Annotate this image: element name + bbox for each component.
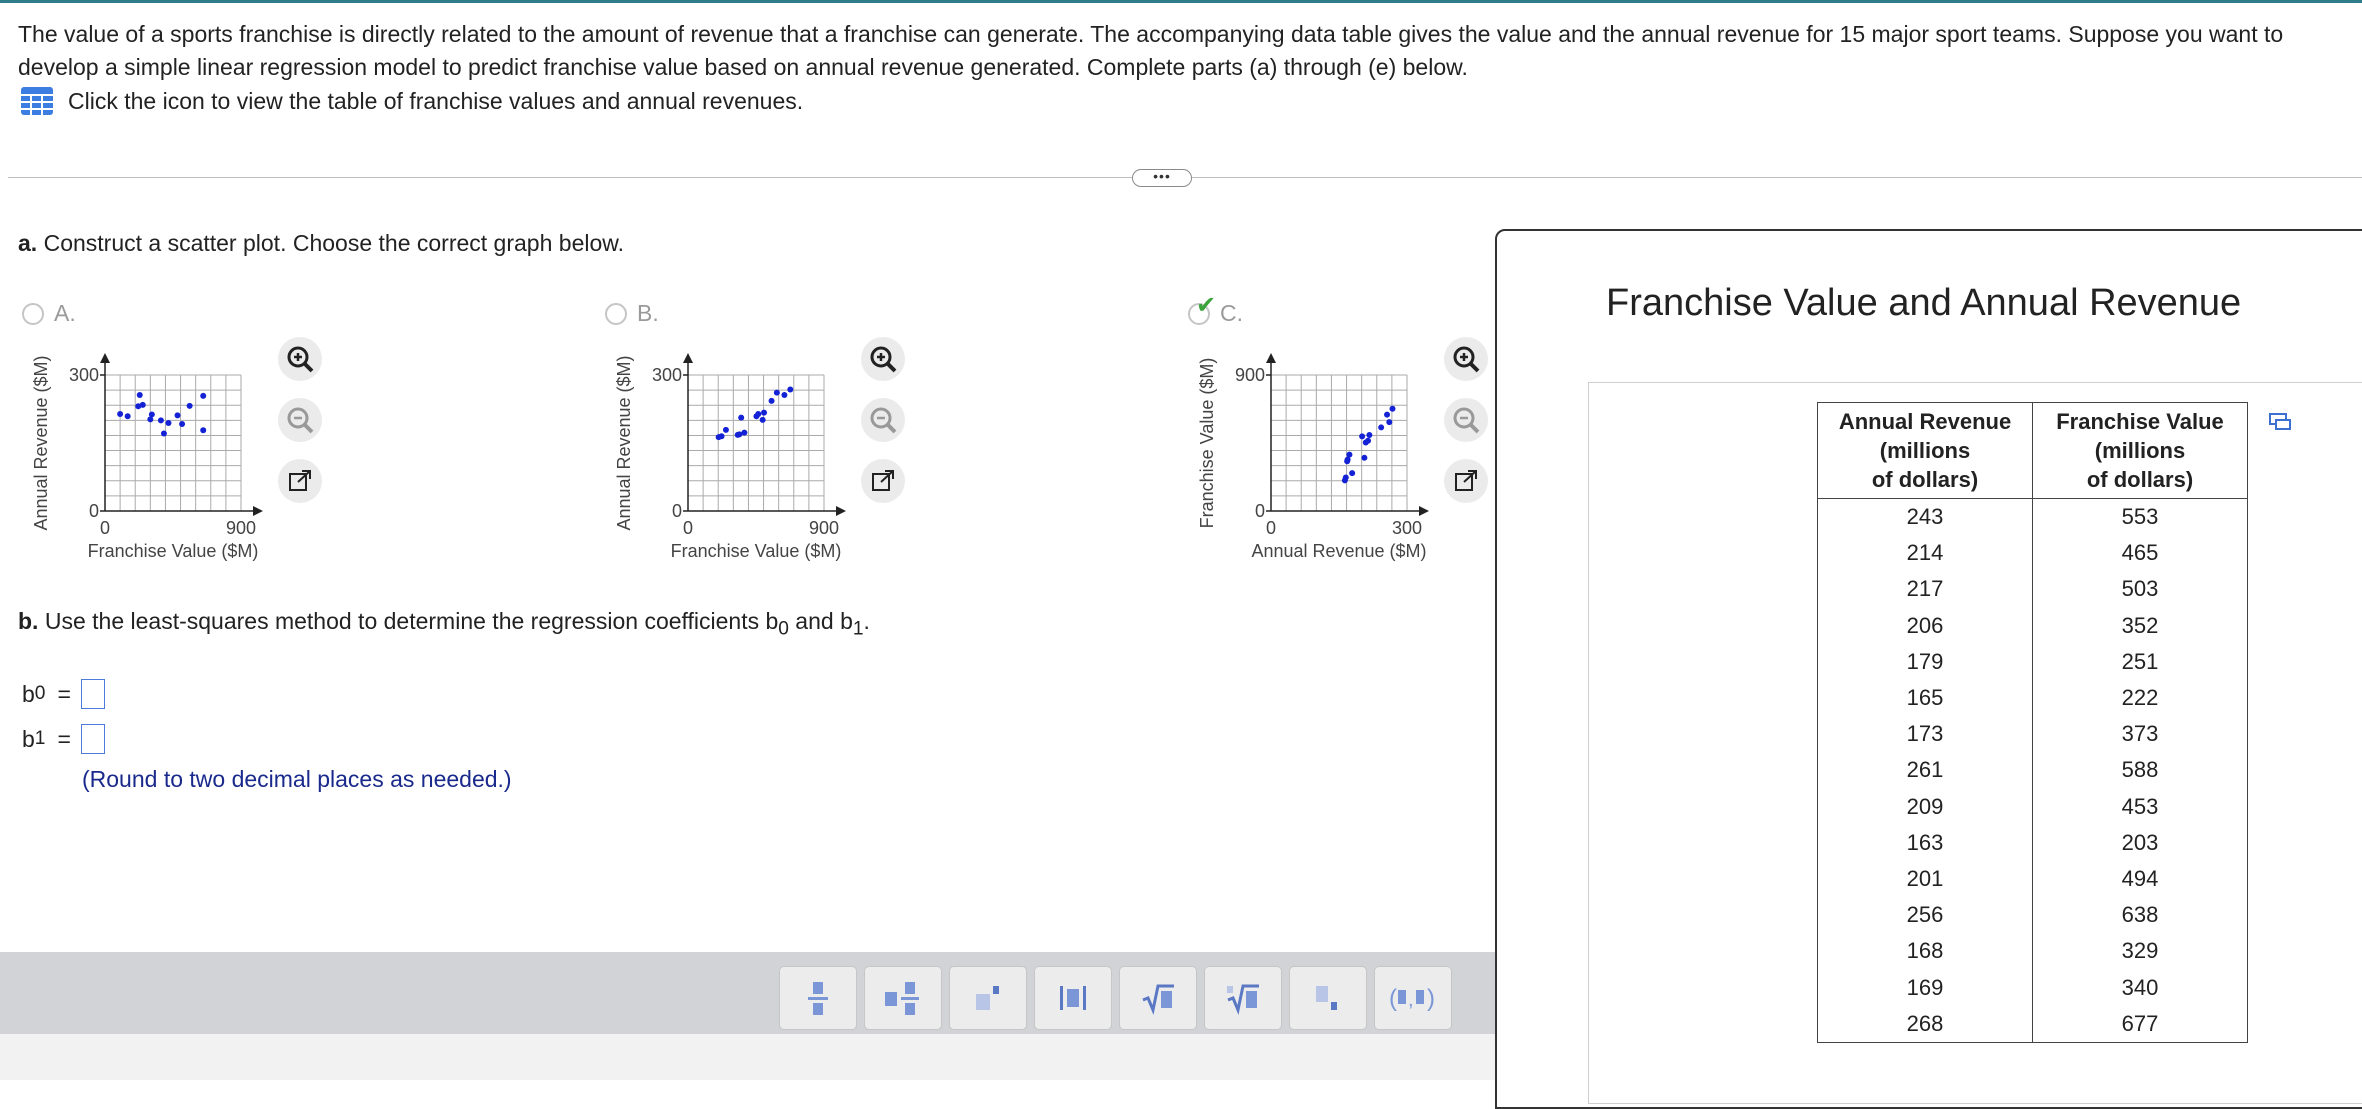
data-point (741, 430, 747, 436)
x-axis-arrow (1419, 506, 1429, 516)
cell-franchise-value: 453 (2033, 789, 2248, 825)
table-row (1818, 499, 2248, 536)
cell-franchise-value: 638 (2033, 897, 2248, 933)
popout-button-b[interactable] (861, 459, 905, 503)
superscript-icon (970, 980, 1006, 1016)
b0-input[interactable] (81, 679, 105, 709)
y-tick-label: 0 (671, 501, 682, 521)
data-point (140, 402, 146, 408)
subscript-icon (1310, 980, 1346, 1016)
option-c-radio[interactable] (1188, 291, 1217, 325)
zoom-out-icon (285, 405, 315, 435)
x-tick-label: 900 (808, 518, 840, 538)
data-point (1389, 406, 1395, 412)
zoom-out-button-b[interactable] (861, 398, 905, 442)
data-point (165, 420, 171, 426)
zoom-out-icon (868, 405, 898, 435)
x-axis-label: Annual Revenue ($M) (1251, 541, 1427, 561)
header-line: of dollars) (1871, 467, 1979, 492)
b1-row (22, 724, 105, 754)
y-tick-label: 300 (68, 365, 99, 385)
b1-equals: = (57, 725, 71, 752)
cell-annual-revenue: 256 (1818, 897, 2033, 933)
toolbar-footer (0, 1034, 1495, 1080)
y-axis-label: Franchise Value ($M) (1197, 357, 1217, 529)
table-row (1818, 680, 2248, 716)
external-link-icon (870, 468, 896, 494)
zoom-out-button-a[interactable] (278, 398, 322, 442)
y-tick-label: 300 (651, 365, 682, 385)
external-link-icon (1453, 468, 1479, 494)
cell-annual-revenue: 209 (1818, 789, 2033, 825)
b1-label: b (22, 725, 35, 752)
mixed-number-icon (883, 978, 923, 1018)
cell-annual-revenue: 206 (1818, 608, 2033, 644)
data-point (187, 403, 193, 409)
mixed-number-button[interactable] (864, 966, 942, 1030)
cell-annual-revenue: 169 (1818, 969, 2033, 1005)
data-point (761, 410, 767, 416)
cell-franchise-value: 465 (2033, 535, 2248, 571)
ordered-pair-icon (1388, 980, 1438, 1016)
copy-table-button[interactable] (2268, 412, 2292, 437)
b0-row (22, 679, 105, 709)
y-axis-arrow (100, 353, 110, 363)
x-tick-label: 0 (99, 518, 111, 538)
table-row (1818, 897, 2248, 933)
x-axis-label: Franchise Value ($M) (670, 541, 842, 561)
x-tick-label: 900 (225, 518, 257, 538)
option-c-letter: C. (1220, 300, 1243, 326)
y-axis-label: Annual Revenue ($M) (31, 355, 51, 531)
svg-text:,: , (1408, 989, 1414, 1011)
b0-equals: = (57, 680, 71, 707)
sqrt-button[interactable] (1119, 966, 1197, 1030)
header-annual-revenue (1818, 403, 2033, 499)
copy-icon (2268, 412, 2292, 432)
intro-text: The value of a sports franchise is directly related to the amount of revenue that a franchise can generate. The accompanying data table gives the value and the annual revenue for 15 major sport teams. Suppose you want to develop a simple linear regression model to predict franchise value based on annual revenue generated. Complete parts (a) through (e) below. (18, 21, 2284, 80)
table-row (1818, 789, 2248, 825)
zoom-out-icon (1451, 405, 1481, 435)
data-point (716, 434, 722, 440)
cell-annual-revenue: 217 (1818, 571, 2033, 607)
table-row (1818, 861, 2248, 897)
subscript-button[interactable] (1289, 966, 1367, 1030)
problem-statement (18, 18, 2348, 84)
nth-root-icon (1225, 980, 1261, 1016)
popout-button-c[interactable] (1444, 459, 1488, 503)
option-a-letter: A. (54, 300, 76, 326)
rounding-note: (Round to two decimal places as needed.) (82, 766, 512, 792)
data-point (1363, 440, 1369, 446)
external-link-icon (287, 468, 313, 494)
svg-text:): ) (1427, 985, 1435, 1012)
zoom-in-icon (285, 344, 315, 374)
cell-annual-revenue: 261 (1818, 752, 2033, 788)
zoom-out-button-c[interactable] (1444, 398, 1488, 442)
data-point (1378, 424, 1384, 430)
data-point (755, 411, 761, 417)
cell-franchise-value: 588 (2033, 752, 2248, 788)
b1-sub: 1 (34, 728, 46, 749)
x-axis-label: Franchise Value ($M) (87, 541, 259, 561)
svg-text:(: ( (1389, 985, 1397, 1012)
x-axis-arrow (253, 506, 263, 516)
header-line: (millions (2094, 438, 2186, 463)
option-a-radio[interactable] (22, 303, 44, 325)
data-point (760, 417, 766, 423)
data-point (774, 390, 780, 396)
header-line: Annual Revenue (1838, 409, 2012, 434)
zoom-in-icon (868, 344, 898, 374)
table-row (1818, 608, 2248, 644)
part-a-label: a. (18, 230, 38, 256)
expand-more-button[interactable]: ••• (1132, 169, 1192, 187)
cell-annual-revenue: 163 (1818, 825, 2033, 861)
data-point (179, 421, 185, 427)
cell-annual-revenue: 168 (1818, 933, 2033, 969)
x-tick-label: 0 (1265, 518, 1277, 538)
x-tick-label: 300 (1391, 518, 1423, 538)
option-c[interactable] (1188, 291, 1243, 327)
absolute-value-icon (1055, 980, 1091, 1016)
b0-sub: 0 (34, 683, 46, 704)
sqrt-icon (1140, 980, 1176, 1016)
data-point (1345, 457, 1351, 463)
cell-franchise-value: 553 (2033, 499, 2248, 536)
cell-annual-revenue: 173 (1818, 716, 2033, 752)
top-accent-line (0, 0, 2362, 3)
table-row (1818, 969, 2248, 1005)
zoom-in-button-a[interactable] (278, 337, 322, 381)
franchise-table (1817, 402, 2248, 1043)
data-point (125, 413, 131, 419)
header-line: Franchise Value (2056, 409, 2224, 434)
popout-button-a[interactable] (278, 459, 322, 503)
table-row (1818, 571, 2248, 607)
data-point (137, 392, 143, 398)
cell-annual-revenue: 179 (1818, 644, 2033, 680)
data-point (1384, 412, 1390, 418)
absolute-value-button[interactable] (1034, 966, 1112, 1030)
part-b-text: Use the least-squares method to determine the regression coefficients b (44, 608, 779, 634)
cell-franchise-value: 251 (2033, 644, 2248, 680)
data-point (1349, 470, 1355, 476)
data-point (147, 416, 153, 422)
table-title: Franchise Value and Annual Revenue (1606, 282, 2242, 324)
zoom-in-button-b[interactable] (861, 337, 905, 381)
part-b-sub0: 0 (778, 618, 789, 640)
y-tick-label: 900 (1234, 365, 1265, 385)
nth-root-button[interactable] (1204, 966, 1282, 1030)
scatter-plot-a (30, 340, 270, 570)
cell-franchise-value: 329 (2033, 933, 2248, 969)
cell-franchise-value: 352 (2033, 608, 2248, 644)
zoom-in-icon (1451, 344, 1481, 374)
table-row (1818, 825, 2248, 861)
data-point (1366, 432, 1372, 438)
table-row (1818, 752, 2248, 788)
data-point (175, 412, 181, 418)
b1-input[interactable] (81, 724, 105, 754)
y-tick-label: 0 (88, 501, 99, 521)
data-point (738, 415, 744, 421)
x-tick-label: 0 (682, 518, 694, 538)
table-row (1818, 644, 2248, 680)
data-point (200, 393, 206, 399)
y-axis-arrow (1266, 353, 1276, 363)
data-point (781, 392, 787, 398)
scatter-plot-c (1196, 340, 1436, 570)
option-a[interactable] (22, 300, 76, 327)
ordered-pair-button[interactable] (1374, 966, 1452, 1030)
b0-label: b (22, 680, 35, 707)
part-b-end: . (863, 608, 870, 634)
data-point (117, 411, 123, 417)
cell-annual-revenue: 165 (1818, 680, 2033, 716)
data-point (723, 427, 729, 433)
data-point (1342, 477, 1348, 483)
cell-franchise-value: 203 (2033, 825, 2248, 861)
data-point (1359, 433, 1365, 439)
x-axis-arrow (836, 506, 846, 516)
y-axis-arrow (683, 353, 693, 363)
option-b-letter: B. (637, 300, 659, 326)
data-point (1386, 419, 1392, 425)
part-b-and: and b (788, 608, 853, 634)
y-tick-label: 0 (1254, 501, 1265, 521)
zoom-in-button-c[interactable] (1444, 337, 1488, 381)
table-row (1818, 535, 2248, 571)
cell-franchise-value: 677 (2033, 1006, 2248, 1043)
header-line: (millions (1879, 438, 1971, 463)
table-link-text: Click the icon to view the table of franchise values and annual revenues. (68, 87, 804, 114)
table-row (1818, 933, 2248, 969)
data-point (161, 430, 167, 436)
option-b-radio[interactable] (605, 303, 627, 325)
y-axis-label: Annual Revenue ($M) (614, 355, 634, 531)
cell-franchise-value: 222 (2033, 680, 2248, 716)
fraction-icon (806, 978, 830, 1018)
part-b-sub1: 1 (852, 618, 864, 640)
correct-check-icon: ✔ (1196, 291, 1217, 319)
table-icon[interactable] (20, 86, 54, 116)
data-point (1361, 455, 1367, 461)
cell-franchise-value: 340 (2033, 969, 2248, 1005)
fraction-button[interactable] (779, 966, 857, 1030)
cell-annual-revenue: 268 (1818, 1006, 2033, 1043)
cell-franchise-value: 503 (2033, 571, 2248, 607)
table-row (1818, 716, 2248, 752)
part-a-text: Construct a scatter plot. Choose the correct graph below. (43, 230, 624, 256)
cell-franchise-value: 373 (2033, 716, 2248, 752)
cell-annual-revenue: 214 (1818, 535, 2033, 571)
option-b[interactable] (605, 300, 659, 327)
cell-annual-revenue: 201 (1818, 861, 2033, 897)
scatter-plot-b (613, 340, 853, 570)
part-a-prompt (18, 230, 624, 257)
header-line: of dollars) (2086, 467, 2194, 492)
data-point (158, 417, 164, 423)
superscript-button[interactable] (949, 966, 1027, 1030)
part-b-label: b. (18, 608, 39, 634)
cell-franchise-value: 494 (2033, 861, 2248, 897)
data-point (787, 387, 793, 393)
table-link[interactable] (20, 86, 803, 116)
data-point (769, 398, 775, 404)
header-franchise-value (2033, 403, 2248, 499)
part-b-prompt (18, 608, 870, 641)
table-row (1818, 1006, 2248, 1043)
cell-annual-revenue: 243 (1818, 499, 2033, 536)
data-point (200, 427, 206, 433)
